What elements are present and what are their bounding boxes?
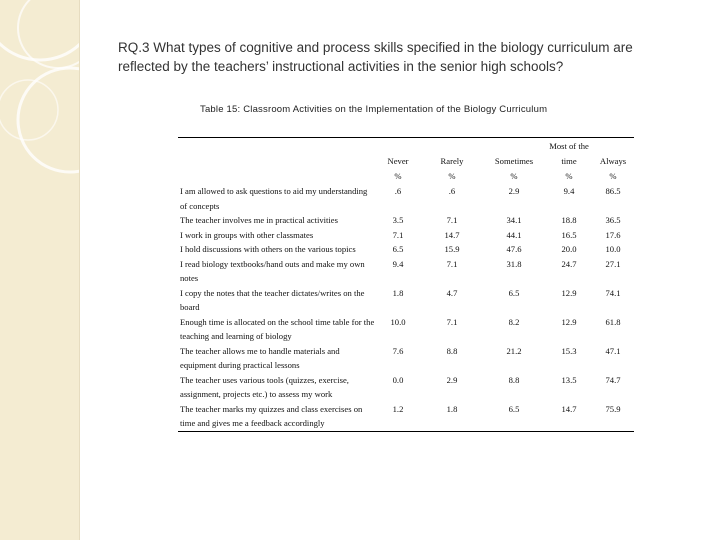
row-value: 24.7: [561, 258, 577, 269]
column-unit: %: [510, 171, 518, 181]
table-row: [178, 344, 634, 373]
row-value: 21.2: [506, 345, 522, 356]
row-value: 2.9: [508, 186, 520, 196]
table-row: [178, 373, 634, 402]
row-value: 14.7: [561, 403, 577, 414]
row-statement: Enough time is allocated on the school time table for the teaching and learning of biology: [180, 316, 375, 341]
column-label: Never: [387, 156, 409, 166]
row-statement: I work in groups with other classmates: [180, 229, 314, 240]
row-value: 2.9: [446, 374, 458, 385]
column-label: Sometimes: [494, 156, 534, 166]
activities-table: [178, 137, 634, 432]
row-value: 7.1: [446, 215, 458, 225]
row-statement: The teacher marks my quizzes and class exercises on time and gives me a feedback accordingly: [180, 403, 363, 428]
row-value: 12.9: [561, 287, 577, 298]
row-statement: The teacher allows me to handle materials and equipment during practical lessons: [180, 345, 340, 370]
row-statement: I copy the notes that the teacher dictates/writes on the board: [180, 287, 365, 312]
row-value: 3.5: [392, 215, 404, 225]
row-value: 4.7: [446, 287, 458, 298]
table-row: [178, 315, 634, 344]
row-value: 13.5: [561, 374, 577, 385]
row-statement: The teacher involves me in practical activities: [180, 215, 338, 225]
table-row: [178, 402, 634, 431]
column-header-rarely: [426, 138, 478, 184]
row-value: 34.1: [506, 215, 522, 225]
column-unit: %: [565, 171, 573, 181]
row-value: 1.8: [446, 403, 458, 414]
column-unit: %: [394, 171, 402, 181]
row-value: 61.8: [605, 316, 621, 327]
row-value: 6.5: [508, 403, 520, 414]
row-value: 44.1: [506, 229, 522, 240]
table-body: [178, 184, 634, 431]
table-row: [178, 228, 634, 243]
table-row: [178, 242, 634, 257]
row-value: 12.9: [561, 316, 577, 327]
row-value: 16.5: [561, 229, 577, 240]
row-statement: I read biology textbooks/hand outs and make my own notes: [180, 258, 365, 283]
column-label: Rarely: [440, 156, 464, 166]
row-value: 6.5: [508, 287, 520, 298]
row-statement: I am allowed to ask questions to aid my understanding of concepts: [180, 186, 368, 211]
column-unit: %: [609, 171, 617, 181]
row-value: 18.8: [561, 215, 577, 225]
row-value: 74.7: [605, 374, 621, 385]
row-value: 15.3: [561, 345, 577, 356]
row-value: 1.2: [392, 403, 404, 414]
decorative-circles-graphic: [0, 0, 79, 540]
row-value: 7.1: [446, 316, 458, 327]
table-row: [178, 184, 634, 213]
row-value: 9.4: [563, 186, 575, 196]
row-value: 0.0: [392, 374, 404, 385]
research-question: RQ.3 What types of cognitive and process skills specified in the biology curriculum are reflected by the teachers’ instructional activities in the senior high schools?: [118, 40, 633, 74]
table-title: Table 15: Classroom Activities on the Implementation of the Biology Curriculum: [200, 104, 548, 115]
table-row: [178, 257, 634, 286]
column-header-never: [374, 138, 422, 184]
column-unit: %: [448, 171, 456, 181]
row-value: 6.5: [392, 244, 404, 254]
row-value: 74.1: [605, 287, 621, 298]
row-value: 10.0: [390, 316, 406, 327]
column-label: Most of the time: [549, 141, 589, 166]
row-value: 7.1: [392, 229, 404, 240]
row-value: 7.6: [392, 345, 404, 356]
row-value: 86.5: [605, 186, 621, 196]
row-value: 36.5: [605, 215, 621, 225]
column-header-sometimes: [484, 138, 544, 184]
row-value: 8.8: [508, 374, 520, 385]
row-value: 20.0: [561, 244, 577, 254]
row-value: .6: [394, 186, 402, 196]
row-value: 75.9: [605, 403, 621, 414]
row-value: 8.8: [446, 345, 458, 356]
row-value: 27.1: [605, 258, 621, 269]
row-value: 8.2: [508, 316, 520, 327]
row-value: 14.7: [444, 229, 460, 240]
row-value: 15.9: [444, 244, 460, 254]
row-value: 47.1: [605, 345, 621, 356]
row-statement: I hold discussions with others on the various topics: [180, 244, 356, 254]
row-value: 47.6: [506, 244, 522, 254]
column-header-always: [592, 138, 634, 184]
table-header-row: [178, 138, 634, 184]
column-label: Always: [599, 156, 627, 166]
row-value: 7.1: [446, 258, 458, 269]
row-value: .6: [448, 186, 456, 196]
row-statement: The teacher uses various tools (quizzes, exercise, assignment, projects etc.) to assess my work: [180, 374, 349, 399]
table-row: [178, 286, 634, 315]
row-value: 10.0: [605, 244, 621, 254]
decorative-sidebar: [0, 0, 80, 540]
column-header-most-of-the-time: [544, 138, 594, 184]
row-value: 9.4: [392, 258, 404, 269]
table-row: [178, 213, 634, 228]
row-value: 17.6: [605, 229, 621, 240]
row-value: 31.8: [506, 258, 522, 269]
row-value: 1.8: [392, 287, 404, 298]
